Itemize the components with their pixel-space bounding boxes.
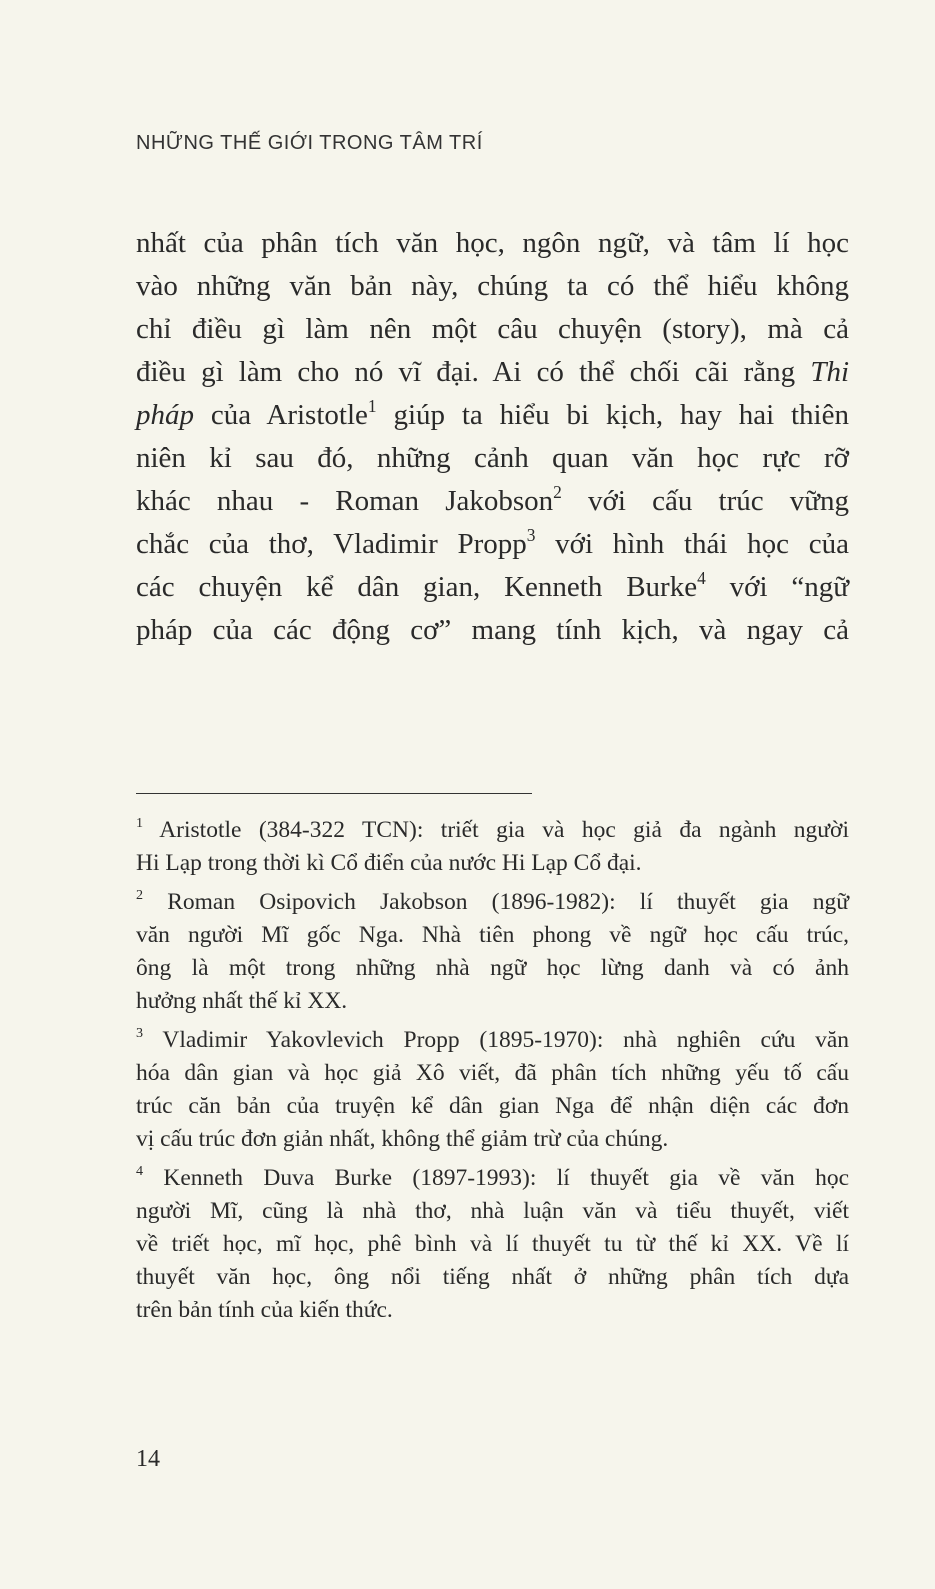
footnote-line [136, 886, 849, 919]
body-line [136, 437, 849, 480]
footnote-text: Kenneth Duva Burke (1897-1993): lí thuyết gia về văn học [163, 1165, 850, 1191]
footnote-text: văn người Mĩ gốc Nga. Nhà tiên phong về ngữ học cấu trúc, [136, 922, 849, 948]
footnote-line [136, 814, 849, 847]
footnote-ref: 1 [367, 395, 377, 416]
text-segment: chỉ điều gì làm nên một câu chuyện (story), mà cả [136, 313, 849, 345]
footnote-number: 2 [136, 887, 144, 904]
footnote-line [136, 1228, 849, 1261]
text-segment: giúp ta hiểu bi kịch, hay hai thiên [376, 399, 849, 431]
footnote-number: 3 [136, 1025, 144, 1042]
text-segment: của Aristotle [194, 399, 368, 431]
footnote-line [136, 985, 849, 1018]
footnote-ref: 4 [697, 567, 706, 588]
footnote-line [136, 1123, 849, 1156]
footnote-text: vị cấu trúc đơn giản nhất, không thể giảm trừ của chúng. [136, 1126, 669, 1152]
footnote [136, 1024, 849, 1156]
footnote-line [136, 1090, 849, 1123]
body-line [136, 523, 849, 566]
text-segment: nhất của phân tích văn học, ngôn ngữ, và tâm lí học [136, 227, 849, 259]
text-segment: với hình thái học của [535, 528, 849, 560]
footnote-line [136, 952, 849, 985]
italic-title: Thi [810, 356, 849, 388]
italic-title: pháp [136, 399, 194, 431]
body-line [136, 222, 849, 265]
body-line [136, 308, 849, 351]
body-line [136, 566, 849, 609]
footnote-text: Roman Osipovich Jakobson (1896-1982): lí thuyết gia ngữ [167, 889, 849, 915]
text-segment: với cấu trúc vững [561, 485, 849, 517]
footnotes [136, 814, 849, 1333]
footnote-line [136, 847, 849, 880]
body-line [136, 609, 849, 652]
footnote-line [136, 1162, 849, 1195]
footnote-number: 4 [136, 1163, 144, 1180]
footnote-text: hóa dân gian và học giả Xô viết, đã phân tích những yếu tố cấu [136, 1060, 849, 1086]
footnote [136, 886, 849, 1018]
body-line [136, 394, 849, 437]
text-segment: pháp của các động cơ” mang tính kịch, và ngay cả [136, 614, 849, 646]
footnote [136, 814, 849, 880]
footnote-line [136, 919, 849, 952]
footnote-line [136, 1261, 849, 1294]
body-line [136, 480, 849, 523]
footnote-line [136, 1195, 849, 1228]
text-segment: khác nhau - Roman Jakobson [136, 485, 554, 517]
footnote [136, 1162, 849, 1327]
footnote-ref: 2 [553, 481, 562, 502]
footnote-text: thuyết văn học, ông nổi tiếng nhất ở những phân tích dựa [136, 1264, 849, 1290]
footnote-line [136, 1024, 849, 1057]
text-segment: niên kỉ sau đó, những cảnh quan văn học rực rỡ [136, 442, 849, 474]
text-segment: với “ngữ [705, 571, 849, 603]
footnote-text: Vladimir Yakovlevich Propp (1895-1970): nhà nghiên cứu văn [162, 1027, 850, 1053]
text-segment: điều gì làm cho nó vĩ đại. Ai có thể chối cãi rằng [136, 356, 811, 388]
text-segment: chắc của thơ, Vladimir Propp [136, 528, 527, 560]
text-segment: các chuyện kể dân gian, Kenneth Burke [136, 571, 698, 603]
footnote-line [136, 1057, 849, 1090]
body-line [136, 265, 849, 308]
page-number: 14 [136, 1446, 160, 1472]
footnote-text: ông là một trong những nhà ngữ học lừng danh và có ảnh [136, 955, 849, 981]
footnote-text: Hi Lạp trong thời kì Cổ điển của nước Hi Lạp Cổ đại. [136, 850, 642, 876]
footnote-ref: 3 [526, 524, 536, 545]
footnote-text: trúc căn bản của truyện kể dân gian Nga để nhận diện các đơn [136, 1093, 849, 1119]
text-segment: vào những văn bản này, chúng ta có thể hiểu không [136, 270, 849, 302]
body-line [136, 351, 849, 394]
footnote-text: người Mĩ, cũng là nhà thơ, nhà luận văn và tiểu thuyết, viết [136, 1198, 849, 1224]
footnote-line [136, 1294, 849, 1327]
body-text [136, 222, 849, 652]
footnote-text: hưởng nhất thế kỉ XX. [136, 988, 348, 1014]
footnote-text: về triết học, mĩ học, phê bình và lí thuyết tu từ thế kỉ XX. Về lí [136, 1231, 849, 1257]
footnote-text: trên bản tính của kiến thức. [136, 1297, 393, 1323]
footnote-number: 1 [136, 815, 144, 832]
footnote-divider [136, 793, 532, 794]
footnote-text: Aristotle (384-322 TCN): triết gia và học giả đa ngành người [159, 817, 849, 843]
running-title: NHỮNG THẾ GIỚI TRONG TÂM TRÍ [136, 132, 483, 154]
